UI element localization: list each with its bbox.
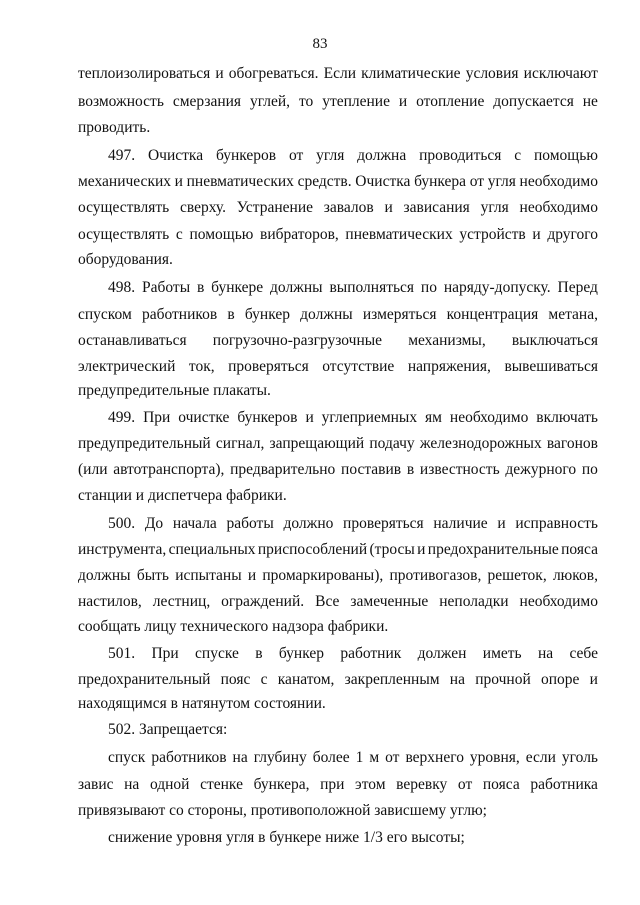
word: проверяться [228,358,309,375]
text-line: снижение уровня угля в бункере ниже 1/3 его высоты; [108,829,465,846]
word: от [457,776,473,793]
word: этом [355,776,386,793]
word: специальных [168,541,256,558]
word: наряду-допуску. [443,279,551,296]
word: бункера [414,173,467,190]
text-line [108,514,598,534]
word: должно [283,515,334,532]
word: подачу [369,435,415,452]
word: и [532,226,541,243]
word: другого [547,226,598,243]
text-line [108,146,598,166]
text-line: оборудования. [78,251,173,268]
text-line [108,748,598,768]
word: веревку [396,776,448,793]
word: работника [530,776,598,793]
word: инструмента, [78,541,167,558]
word: ограждений. [221,593,305,610]
word: 1 [355,749,364,766]
word: работников [141,306,218,323]
word: спуском [78,306,132,323]
word: помощью [189,226,254,243]
word: и [174,173,183,190]
word: концентрация [446,306,539,323]
word: 499. [108,409,136,426]
word: поставив [341,461,402,478]
word: в [406,461,415,478]
word: то [298,93,314,110]
text-line [78,670,598,690]
word: с [260,671,268,688]
word: в [196,279,205,296]
word: должны [78,567,131,584]
word: от [469,173,485,190]
text-line: проводить. [78,119,151,136]
text-line [78,172,598,192]
word: проводиться [419,147,502,164]
word: люков, [552,567,598,584]
word: бункера, [253,776,310,793]
word: и [497,515,506,532]
word: известность [419,461,500,478]
word: напряжения, [407,358,491,375]
word: и [215,65,224,82]
word: электрический [78,358,176,375]
word: углеприемных [321,409,418,426]
word: промаркированы), [262,567,384,584]
text-line: привязывают со стороны, противоположной зависшему углю; [78,802,487,819]
word: пояс [220,671,251,688]
word: смерзания [172,93,242,110]
word: бункере [211,279,264,296]
word: с [514,147,522,164]
text-line [78,460,598,480]
word: и [417,541,426,558]
word: закрепленным [344,671,440,688]
word: угля [480,199,509,216]
word: должны [270,279,323,296]
word: необходимо [519,173,598,190]
word: верхнего [405,749,464,766]
word: 501. [108,645,136,662]
word: механизмы, [408,332,486,349]
text-line [78,331,598,351]
word: и [247,567,257,584]
word: на [232,749,248,766]
word: прочной [475,671,531,688]
word: глубину [253,749,307,766]
word: Если [323,65,356,82]
word: зависания [403,199,470,216]
word: опоре [540,671,580,688]
word: При [151,645,179,662]
word: обогреваться. [228,65,319,82]
word: неполадки [439,593,509,610]
text-line [108,408,598,428]
word: отсутствие [322,358,395,375]
word: погрузочно-разгрузочные [212,332,383,349]
word: (или [78,461,108,478]
word: настилов, [78,593,142,610]
word: предохранительные [427,541,559,558]
word: спуск [108,749,146,766]
word: работы [226,515,274,532]
word: на [449,671,465,688]
word: с [175,226,183,243]
word: по [420,279,437,296]
word: углей, [249,93,291,110]
word: допускается [493,93,574,110]
word: бункер [244,306,290,323]
word: механических [78,173,172,190]
word: При [143,409,171,426]
word: стенке [200,776,243,793]
text-line [108,278,598,298]
text-line: сообщать лицу технического надзора фабрики. [78,618,389,635]
word: устройств [459,226,526,243]
word: от [385,749,400,766]
word: очистке [178,409,230,426]
word: спуске [195,645,239,662]
word: измеряться [362,306,437,323]
word: работник [340,645,402,662]
word: пневматических [186,173,294,190]
text-line: предупредительные плакаты. [78,382,271,399]
word: пояса [561,541,598,558]
word: при [320,776,345,793]
word: необходимо [449,409,529,426]
text-line [78,64,598,84]
word: сверху. [180,199,226,216]
text-line [78,434,598,454]
word: отопление [416,93,485,110]
word: уголь [561,749,598,766]
word: пневматических [345,226,453,243]
word: Перед [557,279,598,296]
word: 497. [108,147,136,164]
page-number: 83 [312,36,328,52]
word: по [581,461,598,478]
word: от [288,147,304,164]
word: лестниц, [152,593,211,610]
text-line [108,644,598,664]
word: останавливаться [78,332,187,349]
word: быть [136,567,169,584]
word: необходимо [519,593,598,610]
word: предварительно [230,461,336,478]
word: вывешиваться [504,358,598,375]
word: осуществлять [78,199,170,216]
word: наличие [433,515,488,532]
text-line [78,92,598,112]
word: необходимо [519,199,598,216]
word: Очистка [147,147,204,164]
word: сигнал, [215,435,265,452]
word: и [589,671,598,688]
word: если [525,749,556,766]
word: выполняться [329,279,415,296]
word: предупредительный [78,435,211,452]
word: 498. [108,279,136,296]
word: испытаны [175,567,242,584]
text-line [78,198,598,218]
text-line: находящимся в натянутом состоянии. [78,695,326,712]
word: в [255,645,263,662]
word: бункер [278,645,324,662]
word: ям [425,409,442,426]
word: утепление [322,93,390,110]
word: метана, [548,306,598,323]
word: более [312,749,350,766]
text-line [78,225,598,245]
word: уровня, [469,749,520,766]
word: Работы [141,279,191,296]
word: начала [172,515,217,532]
word: должна [357,147,407,164]
word: включать [536,409,598,426]
word: проверяться [343,515,424,532]
word: иметь [482,645,522,662]
word: завалов [323,199,374,216]
text-line [78,305,598,325]
word: автотранспорта), [113,461,225,478]
text-line [78,357,598,377]
word: До [144,515,164,532]
word: осуществлять [78,226,170,243]
word: противогазов, [389,567,482,584]
word: замеченные [350,593,429,610]
word: и [305,409,314,426]
word: исключают [523,65,598,82]
word: приспособлений [257,541,368,558]
word: на [537,645,554,662]
word: решеток, [487,567,547,584]
word: условия [465,65,519,82]
word: и [384,199,393,216]
text-line [78,540,598,560]
word: исправность [515,515,598,532]
word: вагонов [546,435,598,452]
word: должен [417,645,467,662]
word: (тросы [369,541,415,558]
word: угля [316,147,345,164]
word: Очистка [355,173,411,190]
word: бункеров [237,409,298,426]
word: железнодорожных [419,435,542,452]
word: Все [315,593,340,610]
word: канатом, [277,671,335,688]
text-line: 502. Запрещается: [108,721,228,738]
word: бункеров [215,147,277,164]
word: 500. [108,515,136,532]
word: себе [569,645,598,662]
word: одной [149,776,190,793]
word: и [398,93,408,110]
word: средств. [297,173,352,190]
word: не [582,93,598,110]
word: выключаться [511,332,598,349]
word: предохранительный [78,671,211,688]
text-line [78,775,598,795]
word: на [124,776,140,793]
word: дежурного [505,461,577,478]
text-line [78,592,598,612]
word: м [369,749,380,766]
word: Устранение [236,199,313,216]
word: пояса [482,776,520,793]
word: угля [487,173,516,190]
text-line: станции и диспетчера фабрики. [78,487,287,504]
word: запрещающий [269,435,365,452]
word: теплоизолироваться [78,65,211,82]
word: завис [78,776,114,793]
word: возможность [78,93,164,110]
word: работников [151,749,227,766]
word: климатические [361,65,461,82]
word: должны [300,306,353,323]
word: вибраторов, [260,226,339,243]
word: помощью [534,147,598,164]
word: ток, [188,358,215,375]
word: в [227,306,235,323]
text-line [78,566,598,586]
